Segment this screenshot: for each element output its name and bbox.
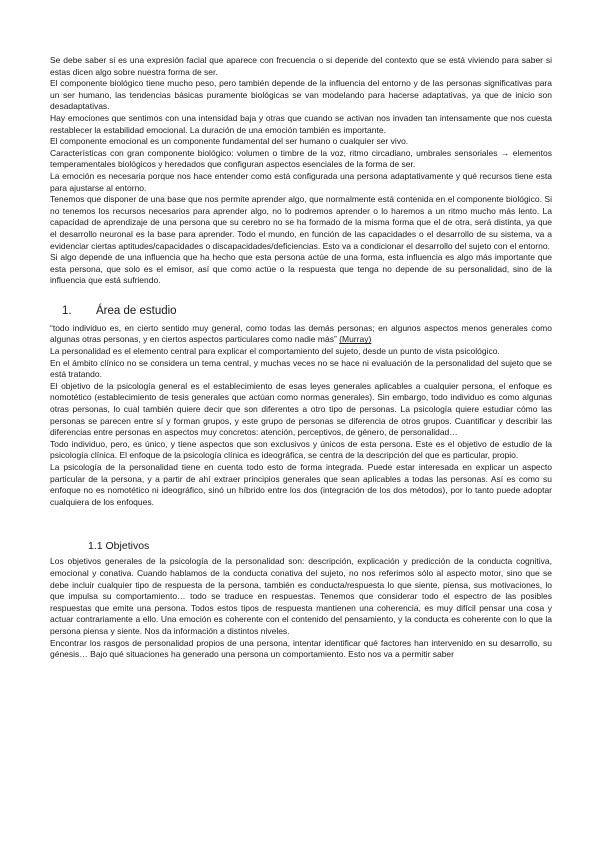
subsection-heading: 1.1 Objetivos	[88, 540, 150, 553]
paragraph: La personalidad es el elemento central para explicar el comportamiento del sujeto, desde un punto de vista psicológico.	[50, 346, 500, 357]
paragraph: Si algo depende de una influencia que ha hecho que esta persona actúe de una forma, esta influencia es algo más importante que esta persona, que solo es el emisor, así que como actúe o la respuesta que tenga no depende de su personalidad, sino de la influencia que está sufriendo.	[50, 252, 552, 286]
paragraph: El componente biológico tiene mucho peso, pero también depende de la influencia del entorno y de las personas significativas para un ser humano, las tendencias básicas puramente biológicas se van modelando para hacerse adaptativas, ya que de inicio son desadaptativas.	[50, 78, 552, 112]
paragraph: Se debe saber si es una expresión facial que aparece con frecuencia o si depende del contexto que se está viviendo para saber si estas dicen algo sobre nuestra forma de ser.	[50, 55, 552, 77]
quote-text: “todo individuo es, en cierto sentido muy general, como todas las demás personas; en algunos aspectos menos generales como algunas otras personas, y en ciertos aspectos particulares como nadie más”	[50, 322, 552, 345]
paragraph: Los objetivos generales de la psicología de la personalidad son: descripción, explicación y predicción de la conducta cognitiva, emocional y conativa. Cuando hablamos de la conducta conativa del sujeto, no nos referimos sólo al aspecto motor, sino que se debe incluir cualquier tipo de respuesta de la persona, también es conducta/respuesta lo que siente, piensa, sus motivaciones, lo que impulsa su comportamiento… todo se traduce en respuestas. Tenemos que considerar todo el espectro de las posibles respuestas que emite una persona. Todos estos tipos de respuesta mantienen una coherencia, es muy difícil pensar una cosa y actuar contrariamente a ello. Una emoción es coherente con el contenido del pensamiento, y la conducta es coherente con lo que la persona piensa y siente. Nos da información a distintos niveles.	[50, 556, 552, 636]
intro-text	[50, 55, 552, 287]
paragraph: El componente emocional es un componente fundamental del ser humano o cualquier ser vivo.	[50, 136, 409, 147]
quote-citation-link[interactable]: (Murray)	[339, 334, 372, 345]
paragraph: Tenemos que disponer de una base que nos permite aprender algo, que normalmente está contenida en el componente biológico. Si no tenemos los recursos necesarios para aprender algo, no lo podremos aprender o lo haremos a un ritmo mucho más lento. La capacidad de aprendizaje de una persona que su cerebro no se ha formado de la misma forma que el de otra, será distinta, ya que el desarrollo neuronal es la base para aprender. Todo el mundo, en función de las capacidades o el desarrollo de su sistema, va a evidenciar ciertas aptitudes/capacidades o discapacidades/deficiencias. Esto va a condicionar el desarrollo del sujeto con el entorno.	[50, 194, 552, 251]
paragraph: La emoción es necesaria porque nos hace entender como está configurada una persona adaptativamente y qué recursos tiene esta para ajustarse al entorno.	[50, 170, 552, 193]
paragraph: El objetivo de la psicología general es el establecimiento de esas leyes generales aplicables a cualquier persona, el enfoque es nomotético (establecimiento de tesis generales que actúan como normas generales). Sin embargo, todo individuo es como algunas otras personas, lo cual también quiere decir que son diferentes a otro tipo de personas. La psicología quiere estudiar cómo las personas se parecen entre sí y forman grupos, y este grupo de personas se diferencia de otros grupos. Cuantificar y describir las diferencias entre personas en aspectos muy concretos: atención, perceptivos, de género, de personalidad…	[50, 380, 552, 438]
paragraph: Hay emociones que sentimos con una intensidad baja y otras que cuando se activan nos invaden tan intensamente que nos cuesta restablecer la estabilidad emocional. La duración de una emoción también es importante.	[50, 112, 552, 135]
quote-paragraph	[50, 323, 552, 346]
paragraph: La psicología de la personalidad tiene en cuenta todo esto de forma integrada. Puede estar interesada en explicar un aspecto particular de la persona, y a partir de ahí extraer principios generales que sean aplicables a todas las personas. Así es como su enfoque no es nomotético ni ideográfico, sinó un híbrido entre los dos (integración de los dos métodos), por lo tanto puede adoptar cualquiera de los enfoques.	[50, 462, 552, 507]
paragraph: Encontrar los rasgos de personalidad propios de una persona, intentar identificar qué factores han intervenido en su desarrollo, su génesis… Bajo qué situaciones ha generado una persona un comportamiento. Esto nos va a permitir saber	[50, 637, 552, 660]
section-1-1-body	[50, 556, 552, 660]
section-title: Área de estudio	[96, 304, 177, 317]
section-number: 1.	[62, 304, 72, 317]
paragraph: Características con gran componente biológico: volumen o timbre de la voz, ritmo circadiano, umbrales sensoriales → elementos temperamentales biológicos y heredados que configuran aspectos esenciales de la forma de ser.	[50, 147, 552, 170]
paragraph: Todo individuo, pero, es único, y tiene aspectos que son exclusivos y únicos de esta persona. Este es el objetivo de estudio de la psicología clínica. El enfoque de la psicología clínica es ideográfica, se centra de la descripción del que es particular, propio.	[50, 438, 552, 461]
paragraph: En el ámbito clínico no se considera un tema central, y muchas veces no se hace ni evaluación de la personalidad del sujeto que se está tratando.	[50, 357, 552, 380]
section-1-body	[50, 323, 552, 509]
section-heading	[62, 304, 552, 318]
